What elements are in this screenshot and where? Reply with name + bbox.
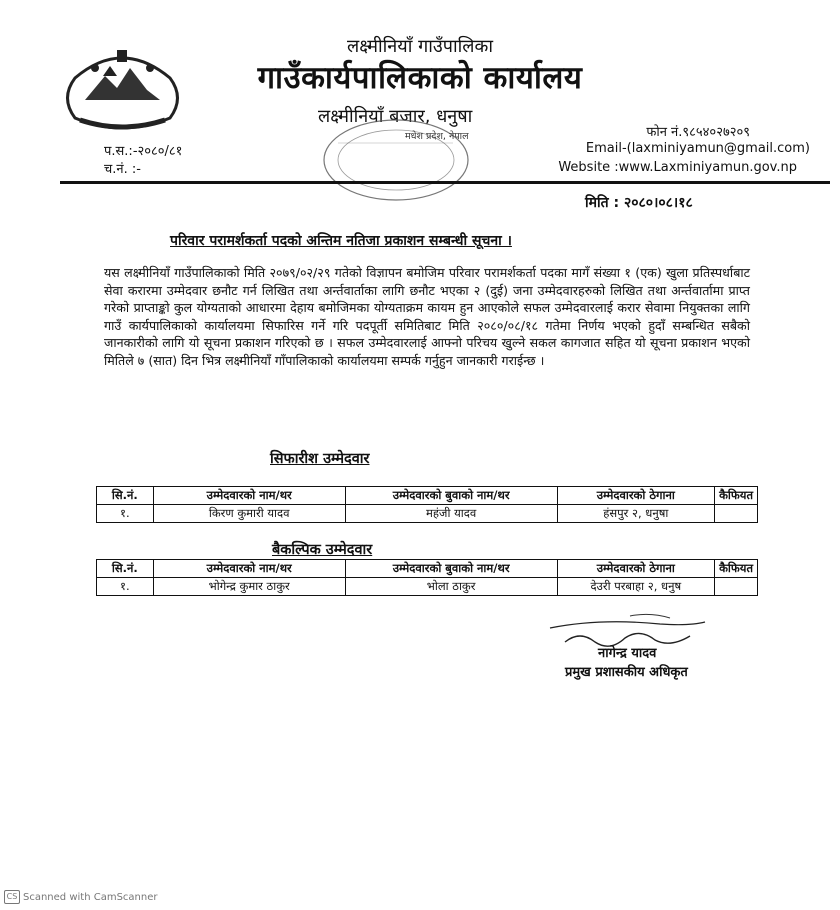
notice-title: परिवार परामर्शकर्ता पदको अन्तिम नतिजा प्रकाशन सम्बन्धी सूचना । [170,233,512,249]
serial-number: १. [97,578,154,596]
email-address: Email-(laxminiyamun@gmail.com) [585,141,810,156]
father-name: महंजी यादव [345,505,557,523]
column-header: उम्मेदवारको बुवाको नाम/थर [345,487,557,505]
header-divider [60,181,830,184]
signatory-name: नागेन्द्र यादव [598,646,657,661]
table-header-row [97,560,758,578]
stamp-text: मधेश प्रदेश, नेपाल [405,131,469,142]
signatory-title: प्रमुख प्रशासकीय अधिकृत [565,665,688,680]
recommended-section-title: सिफारीश उम्मेदवार [270,451,370,467]
remarks [715,578,758,596]
municipality-name: लक्ष्मीनियाँ गाउँपालिका [346,36,493,57]
candidate-address: हंसपुर २, धनुषा [557,505,715,523]
candidate-name: किरण कुमारी यादव [153,505,345,523]
table-row [97,505,758,523]
column-header: सि.नं. [97,487,154,505]
column-header: उम्मेदवारको नाम/थर [153,487,345,505]
table-header-row [97,487,758,505]
reference-number: प.स.:-२०८०/८१ [104,144,183,159]
column-header: उम्मेदवारको ठेगाना [557,560,715,578]
office-name: गाउँकार्यपालिकाको कार्यालय [257,60,583,96]
scanner-watermark [4,890,158,904]
candidate-name: भोगेन्द्र कुमार ठाकुर [153,578,345,596]
remarks [715,505,758,523]
serial-number: १. [97,505,154,523]
candidate-address: देउरी परबाहा २, धनुष [557,578,715,596]
recommended-candidate-table [96,486,758,523]
notice-body: यस लक्ष्मीनियाँ गाउँपालिकाको मिति २०७९/०२/२९ गतेको विज्ञापन बमोजिम परिवार परामर्शकर्ता पदका मागँ संख्या १ (एक) खुला प्रतिस्पर्धाबाट सेवा करारमा उम्मेदवार छनौट गर्न लिखित तथा अर्न्तवार्ताका लागि छनौट भएका २ (दुई) जना उम्मेदवारहरुको लिखित तथा अर्न्तवार्तामा प्राप्त गरेको प्राप्ताङ्को कुल योग्यताको आधारमा देहाय बमोजिमका योग्यताक्रम कायम हुन आएकोले सफल उम्मेदवारलाई करार सेवामा नियुक्तका लागि गाउँ कार्यपालिकाको कार्यालयमा सिफारिस गर्ने गरि पदपूर्ती समितिबाट मिति २०८०/०८/१८ गतेमा निर्णय भएको हुदाँ सम्बन्धित सबैको जानकारीको लागि यो सूचना प्रकाशन गरिएको छ । सफल उम्मेदवारलाई आफ्नो परिचय खुल्ने सकल कागजात सहित यो सूचना प्रकाशन भएको मितिले ७ (सात) दिन भित्र लक्ष्मीनियाँ गाँपालिकाको कार्यालयमा सम्पर्क गर्नुहुन जानकारी गराईन्छ । [104,265,750,368]
column-header: सि.नं. [97,560,154,578]
column-header: उम्मेदवारको बुवाको नाम/थर [345,560,557,578]
column-header: कैफियत [715,487,758,505]
column-header: उम्मेदवारको नाम/थर [153,560,345,578]
office-address: लक्ष्मीनियाँ बजार, धनुषा [318,106,473,127]
dispatch-number: च.नं. :- [104,162,141,177]
website-address: Website :www.Laxminiyamun.gov.np [558,160,797,175]
notice-date: मिति : २०८०।०८।१८ [585,195,693,211]
column-header: कैफियत [715,560,758,578]
column-header: उम्मेदवारको ठेगाना [557,487,715,505]
scanner-text: Scanned with CamScanner [23,892,158,903]
alternate-candidate-table [96,559,758,596]
phone-number: फोन नं.९८५४०२७२०९ [646,125,750,140]
table-row [97,578,758,596]
camscanner-icon: CS [4,890,20,904]
father-name: भोला ठाकुर [345,578,557,596]
alternate-section-title: बैकल्पिक उम्मेदवार [272,542,373,558]
